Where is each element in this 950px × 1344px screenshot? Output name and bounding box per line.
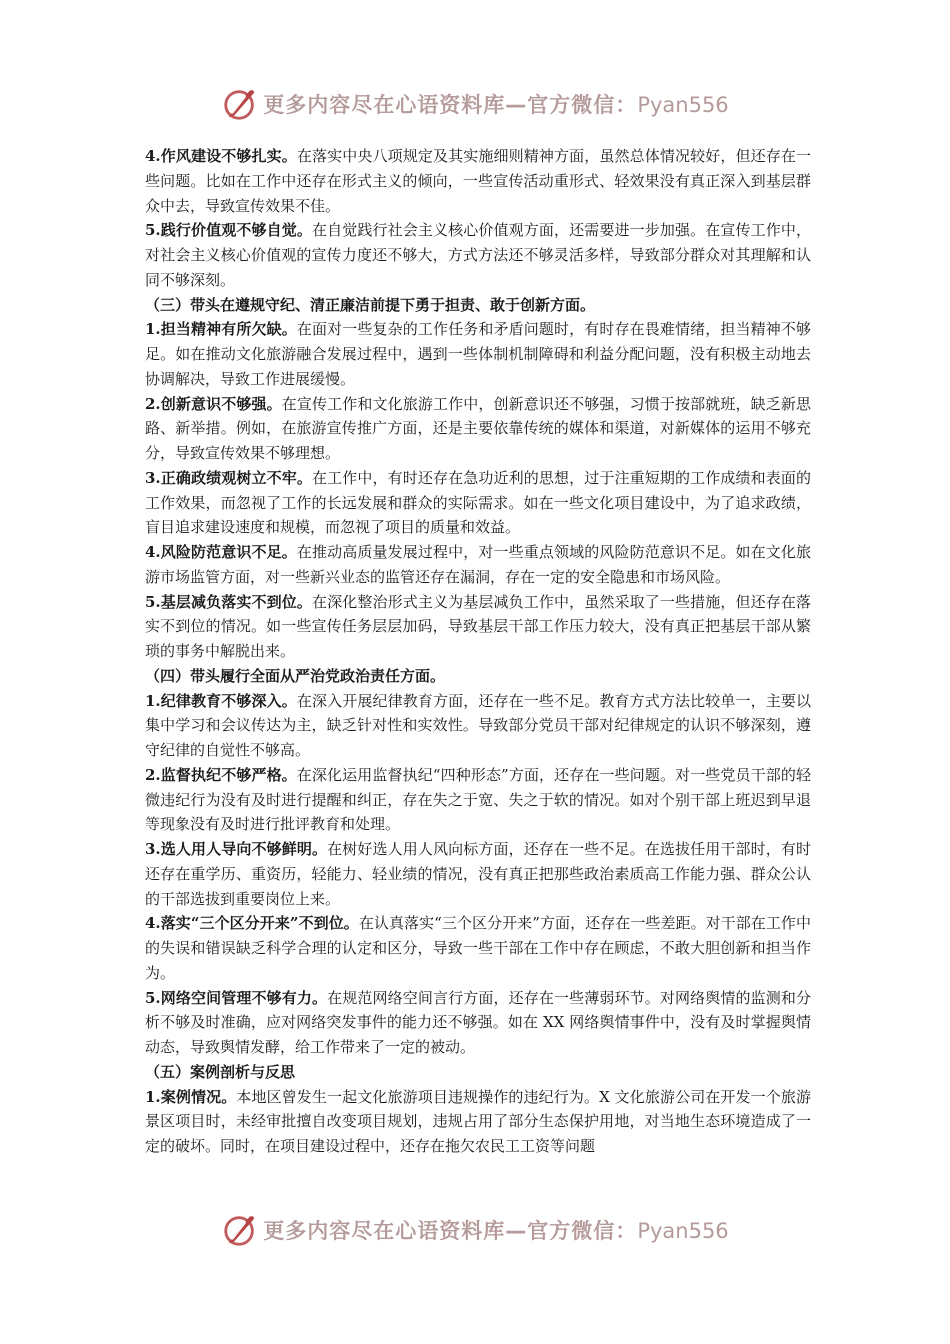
paragraph-lead: 2.创新意识不够强。 bbox=[145, 394, 282, 413]
footer-banner bbox=[0, 1208, 950, 1252]
paragraph bbox=[145, 590, 811, 664]
feather-pen-logo-icon bbox=[221, 1211, 259, 1249]
paragraph bbox=[145, 763, 811, 837]
paragraph bbox=[145, 837, 811, 911]
paragraph-body: 在规范网络空间言行方面，还存在一些薄弱环节。对网络舆情的监测和分析不够及时准确，应对网络突发事件的能力还不够强。如在 XX 网络舆情事件中，没有及时掌握舆情动态，导致舆情发酵，给工作带来了一定的被动。 bbox=[145, 988, 811, 1056]
paragraph-body: 在自觉践行社会主义核心价值观方面，还需要进一步加强。在宣传工作中，对社会主义核心价值观的宣传力度还不够大，方式方法还不够灵活多样，导致部分群众对其理解和认同不够深刻。 bbox=[145, 221, 811, 289]
header-banner bbox=[0, 82, 950, 126]
paragraph-lead: 1.案例情况。 bbox=[145, 1087, 237, 1106]
paragraph bbox=[145, 986, 811, 1060]
paragraph-body: 在推动高质量发展过程中，对一些重点领域的风险防范意识不足。如在文化旅游市场监管方面，对一些新兴业态的监管还存在漏洞，存在一定的安全隐患和市场风险。 bbox=[145, 543, 811, 586]
paragraph-lead: 5.基层减负落实不到位。 bbox=[145, 592, 313, 611]
paragraph bbox=[145, 689, 811, 763]
paragraph bbox=[145, 392, 811, 466]
paragraph-lead: 4.作风建设不够扎实。 bbox=[145, 147, 297, 165]
paragraph bbox=[145, 218, 811, 292]
paragraph bbox=[145, 144, 811, 218]
paragraph-body: 在深化运用监督执纪“四种形态”方面，还存在一些问题。对一些党员干部的轻微违纪行为没有及时进行提醒和纠正，存在失之于宽、失之于软的情况。如对个别干部上班迟到早退等现象没有及时进行批评教育和处理。 bbox=[145, 765, 811, 834]
paragraph bbox=[145, 540, 811, 590]
paragraph bbox=[145, 466, 811, 540]
paragraph-body: 本地区曾发生一起文化旅游项目违规操作的违纪行为。X 文化旅游公司在开发一个旅游景区项目时，未经审批擅自改变项目规划，违规占用了部分生态保护用地，对当地生态环境造成了一定的破坏。同时，在项目建设过程中，还存在拖欠农民工工资等问题 bbox=[145, 1087, 811, 1155]
paragraph-body: 在树好选人用人风向标方面，还存在一些不足。在选拔任用干部时，有时还存在重学历、重资历，轻能力、轻业绩的情况，没有真正把那些政治素质高工作能力强、群众公认的干部选拔到重要岗位上来。 bbox=[145, 840, 811, 908]
paragraph-lead: 3.正确政绩观树立不牢。 bbox=[145, 468, 313, 487]
paragraph-lead: 1.担当精神有所欠缺。 bbox=[145, 320, 297, 339]
feather-pen-logo-icon bbox=[221, 85, 259, 123]
paragraph-body: 在认真落实“三个区分开来”方面，还存在一些差距。对干部在工作中的失误和错误缺乏科学合理的认定和区分，导致一些干部在工作中存在顾虑，不敢大胆创新和担当作为。 bbox=[145, 914, 811, 982]
paragraph-body: 在面对一些复杂的工作任务和矛盾问题时，有时存在畏难情绪，担当精神不够足。如在推动文化旅游融合发展过程中，遇到一些体制机制障碍和利益分配问题，没有积极主动地去协调解决，导致工作进展缓慢。 bbox=[145, 320, 811, 388]
paragraph-lead: 5.网络空间管理不够有力。 bbox=[145, 988, 328, 1007]
section-heading: （三）带头在遵规守纪、清正廉洁前提下勇于担责、敢于创新方面。 bbox=[145, 295, 596, 314]
paragraph-lead: 1.纪律教育不够深入。 bbox=[145, 691, 297, 710]
banner-text: 更多内容尽在心语资料库—官方微信：Pyan556 bbox=[263, 93, 729, 117]
paragraph-lead: 3.选人用人导向不够鲜明。 bbox=[145, 840, 328, 858]
paragraph-lead: 4.落实“三个区分开来”不到位。 bbox=[145, 914, 359, 933]
paragraph-lead: 5.践行价值观不够自觉。 bbox=[145, 221, 313, 240]
paragraph-lead: 4.风险防范意识不足。 bbox=[145, 543, 297, 561]
paragraph bbox=[145, 317, 811, 391]
paragraph-lead: 2.监督执纪不够严格。 bbox=[145, 765, 297, 784]
document-body bbox=[145, 144, 811, 1159]
banner-text: 更多内容尽在心语资料库—官方微信：Pyan556 bbox=[263, 1219, 729, 1243]
paragraph-body: 在工作中，有时还存在急功近利的思想，过于注重短期的工作成绩和表面的工作效果，而忽视了工作的长远发展和群众的实际需求。如在一些文化项目建设中，为了追求政绩，盲目追求建设速度和规模，而忽视了项目的质量和效益。 bbox=[145, 468, 811, 537]
section-heading: （五）案例剖析与反思 bbox=[145, 1062, 296, 1081]
paragraph bbox=[145, 911, 811, 985]
section-heading: （四）带头履行全面从严治党政治责任方面。 bbox=[145, 666, 446, 685]
paragraph-body: 在宣传工作和文化旅游工作中，创新意识还不够强，习惯于按部就班，缺乏新思路、新举措。例如，在旅游宣传推广方面，还是主要依靠传统的媒体和渠道，对新媒体的运用不够充分，导致宣传效果不够理想。 bbox=[145, 394, 811, 462]
paragraph-body: 在深化整治形式主义为基层减负工作中，虽然采取了一些措施，但还存在落实不到位的情况。如一些宣传任务层层加码，导致基层干部工作压力较大，没有真正把基层干部从繁琐的事务中解脱出来。 bbox=[145, 592, 811, 660]
paragraph-body: 在落实中央八项规定及其实施细则精神方面，虽然总体情况较好，但还存在一些问题。比如在工作中还存在形式主义的倾向，一些宣传活动重形式、轻效果没有真正深入到基层群众中去，导致宣传效果不佳。 bbox=[145, 147, 811, 215]
paragraph-body: 在深入开展纪律教育方面，还存在一些不足。教育方式方法比较单一，主要以集中学习和会议传达为主，缺乏针对性和实效性。导致部分党员干部对纪律规定的认识不够深刻，遵守纪律的自觉性不够高。 bbox=[145, 691, 811, 759]
paragraph bbox=[145, 1085, 811, 1159]
